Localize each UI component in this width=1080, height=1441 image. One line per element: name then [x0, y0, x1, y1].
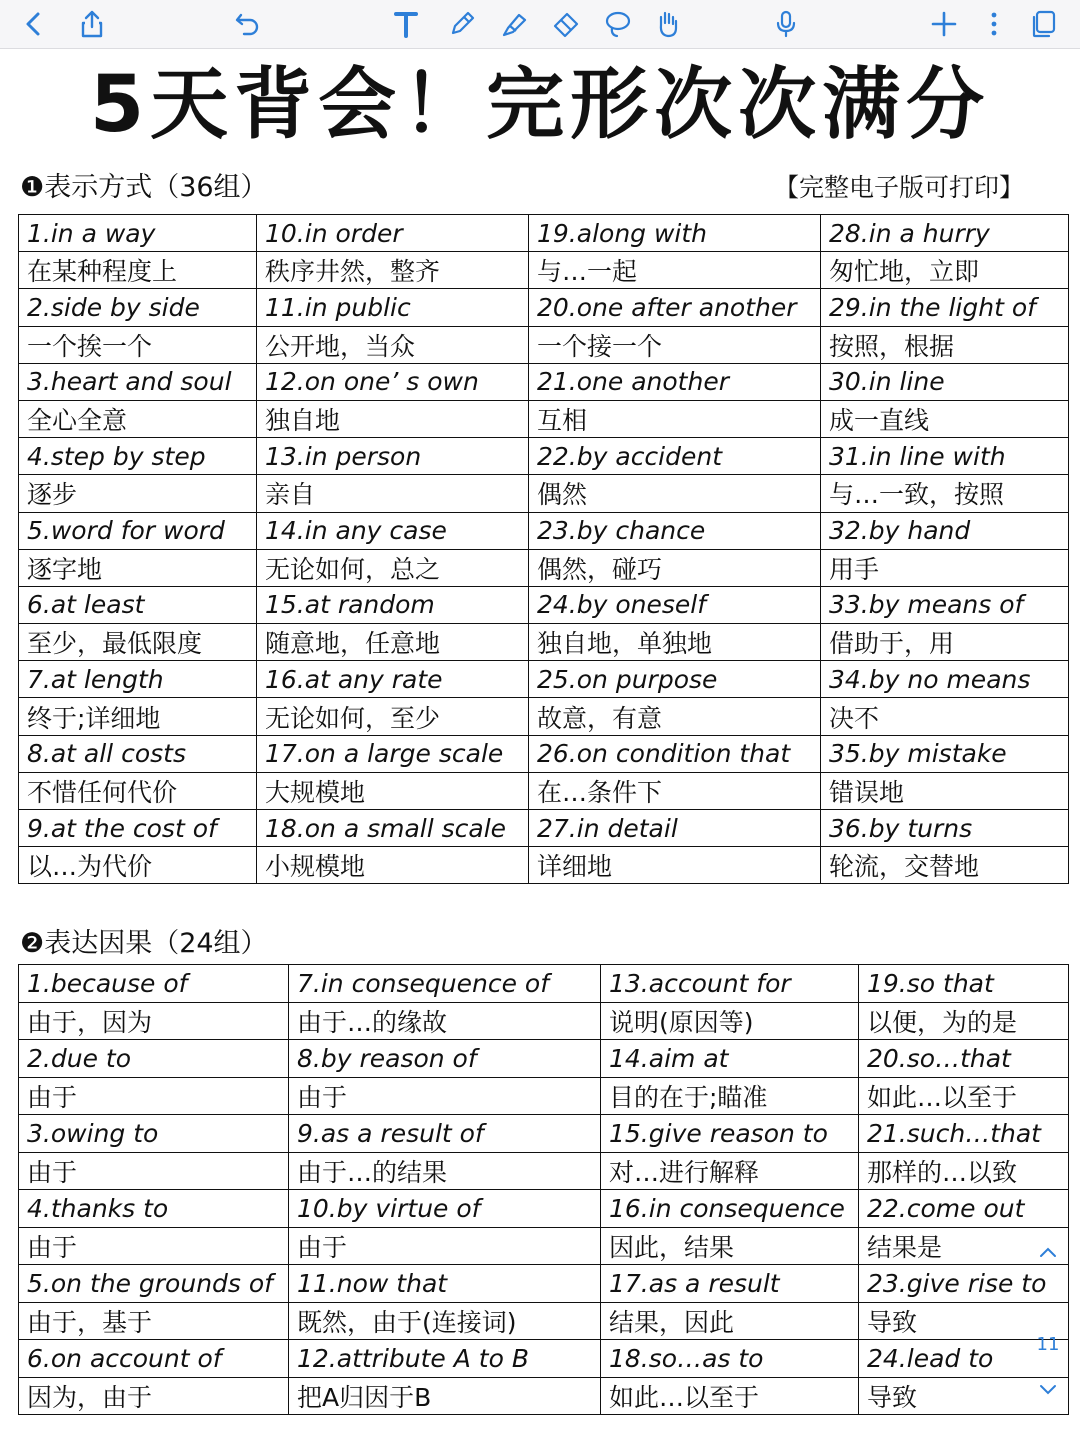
table-row [19, 735, 1069, 772]
scroll-up-icon[interactable] [1030, 1242, 1066, 1263]
table-row [19, 1115, 1069, 1153]
meaning-cell: 结果是 [859, 1227, 1069, 1265]
phrase-cell: 12.attribute A to B [289, 1340, 601, 1378]
phrase-cell: 1.in a way [19, 215, 257, 252]
phrase-cell: 8.at all costs [19, 735, 257, 772]
table-row [19, 1077, 1069, 1115]
meaning-cell: 把A归因于B [289, 1377, 601, 1415]
meaning-cell: 因为，由于 [19, 1377, 289, 1415]
table-row [19, 1340, 1069, 1378]
meaning-cell: 终于;详细地 [19, 698, 257, 735]
meaning-cell: 既然，由于(连接词) [289, 1302, 601, 1340]
phrase-cell: 33.by means of [821, 586, 1069, 623]
phrase-cell: 34.by no means [821, 661, 1069, 698]
table-row [19, 624, 1069, 661]
meaning-cell: 如此…以至于 [859, 1077, 1069, 1115]
meaning-cell: 亲自 [257, 475, 529, 512]
phrase-table-2 [18, 964, 1069, 1415]
phrase-cell: 11.now that [289, 1265, 601, 1303]
meaning-cell: 至少，最低限度 [19, 624, 257, 661]
phrase-cell: 18.on a small scale [257, 810, 529, 847]
meaning-cell: 逐字地 [19, 549, 257, 586]
meaning-cell: 独自地 [257, 400, 529, 437]
meaning-cell: 错误地 [821, 772, 1069, 809]
phrase-cell: 28.in a hurry [821, 215, 1069, 252]
phrase-cell: 25.on purpose [529, 661, 821, 698]
phrase-cell: 20.one after another [529, 289, 821, 326]
phrase-cell: 2.due to [19, 1040, 289, 1078]
meaning-cell: 以便，为的是 [859, 1002, 1069, 1040]
table-row [19, 475, 1069, 512]
meaning-cell: 用手 [821, 549, 1069, 586]
meaning-cell: 偶然，碰巧 [529, 549, 821, 586]
meaning-cell: 由于 [19, 1077, 289, 1115]
phrase-cell: 21.one another [529, 363, 821, 400]
table-row [19, 810, 1069, 847]
phrase-cell: 31.in line with [821, 438, 1069, 475]
meaning-cell: 无论如何，总之 [257, 549, 529, 586]
phrase-cell: 1.because of [19, 965, 289, 1003]
section2-heading: ❷表达因果（24组） [20, 928, 268, 959]
meaning-cell: 成一直线 [821, 400, 1069, 437]
meaning-cell: 由于 [19, 1152, 289, 1190]
page-number-indicator[interactable]: 11 [1036, 1334, 1060, 1355]
phrase-cell: 27.in detail [529, 810, 821, 847]
table-row [19, 1265, 1069, 1303]
phrase-cell: 7.at length [19, 661, 257, 698]
phrase-cell: 6.on account of [19, 1340, 289, 1378]
lasso-icon[interactable] [598, 4, 638, 44]
phrase-cell: 15.at random [257, 586, 529, 623]
phrase-cell: 2.side by side [19, 289, 257, 326]
table-row [19, 1377, 1069, 1415]
phrase-cell: 17.on a large scale [257, 735, 529, 772]
meaning-cell: 以…为代价 [19, 847, 257, 884]
meaning-cell: 由于 [289, 1077, 601, 1115]
table-row [19, 549, 1069, 586]
phrase-cell: 10.by virtue of [289, 1190, 601, 1228]
phrase-cell: 24.lead to [859, 1340, 1069, 1378]
table-row [19, 1152, 1069, 1190]
table-row [19, 289, 1069, 326]
meaning-cell: 不惜任何代价 [19, 772, 257, 809]
table-row [19, 512, 1069, 549]
meaning-cell: 逐步 [19, 475, 257, 512]
phrase-cell: 22.come out [859, 1190, 1069, 1228]
meaning-cell: 无论如何，至少 [257, 698, 529, 735]
meaning-cell: 公开地，当众 [257, 326, 529, 363]
undo-icon[interactable] [228, 4, 268, 44]
app-toolbar [0, 0, 1080, 49]
phrase-cell: 3.heart and soul [19, 363, 257, 400]
phrase-cell: 26.on condition that [529, 735, 821, 772]
table-row [19, 252, 1069, 289]
table-row [19, 661, 1069, 698]
meaning-cell: 匆忙地，立即 [821, 252, 1069, 289]
phrase-cell: 15.give reason to [601, 1115, 859, 1153]
meaning-cell: 那样的…以致 [859, 1152, 1069, 1190]
phrase-cell: 18.so…as to [601, 1340, 859, 1378]
table-row [19, 965, 1069, 1003]
table-row [19, 1002, 1069, 1040]
highlighter-icon[interactable] [494, 4, 534, 44]
phrase-cell: 10.in order [257, 215, 529, 252]
table-row [19, 363, 1069, 400]
meaning-cell: 对…进行解释 [601, 1152, 859, 1190]
pages-icon[interactable] [1024, 4, 1064, 44]
meaning-cell: 一个接一个 [529, 326, 821, 363]
phrase-cell: 17.as a result [601, 1265, 859, 1303]
meaning-cell: 与…一起 [529, 252, 821, 289]
meaning-cell: 说明(原因等) [601, 1002, 859, 1040]
text-tool-icon[interactable] [386, 4, 426, 44]
meaning-cell: 由于…的缘故 [289, 1002, 601, 1040]
scroll-down-icon[interactable] [1030, 1380, 1066, 1401]
phrase-cell: 6.at least [19, 586, 257, 623]
phrase-cell: 21.such…that [859, 1115, 1069, 1153]
share-icon[interactable] [72, 4, 112, 44]
pen-tool-icon[interactable] [442, 4, 482, 44]
phrase-cell: 4.thanks to [19, 1190, 289, 1228]
microphone-icon[interactable] [766, 4, 806, 44]
back-chevron-icon[interactable] [14, 4, 54, 44]
meaning-cell: 借助于，用 [821, 624, 1069, 661]
table-row [19, 772, 1069, 809]
meaning-cell: 目的在于;瞄准 [601, 1077, 859, 1115]
phrase-cell: 9.at the cost of [19, 810, 257, 847]
meaning-cell: 导致 [859, 1302, 1069, 1340]
phrase-cell: 3.owing to [19, 1115, 289, 1153]
meaning-cell: 偶然 [529, 475, 821, 512]
phrase-cell: 16.at any rate [257, 661, 529, 698]
table-row [19, 1227, 1069, 1265]
table-row [19, 1190, 1069, 1228]
meaning-cell: 结果，因此 [601, 1302, 859, 1340]
meaning-cell: 一个挨一个 [19, 326, 257, 363]
meaning-cell: 与…一致，按照 [821, 475, 1069, 512]
phrase-table-1 [18, 214, 1069, 884]
phrase-cell: 36.by turns [821, 810, 1069, 847]
meaning-cell: 独自地，单独地 [529, 624, 821, 661]
phrase-cell: 11.in public [257, 289, 529, 326]
table-row [19, 400, 1069, 437]
meaning-cell: 互相 [529, 400, 821, 437]
phrase-cell: 9.as a result of [289, 1115, 601, 1153]
phrase-cell: 19.along with [529, 215, 821, 252]
phrase-cell: 23.by chance [529, 512, 821, 549]
table-row [19, 326, 1069, 363]
meaning-cell: 在某种程度上 [19, 252, 257, 289]
phrase-cell: 24.by oneself [529, 586, 821, 623]
meaning-cell: 由于，基于 [19, 1302, 289, 1340]
phrase-cell: 19.so that [859, 965, 1069, 1003]
phrase-cell: 20.so…that [859, 1040, 1069, 1078]
table-row [19, 586, 1069, 623]
phrase-cell: 22.by accident [529, 438, 821, 475]
phrase-cell: 12.on one’ s own [257, 363, 529, 400]
table-row [19, 1040, 1069, 1078]
meaning-cell: 决不 [821, 698, 1069, 735]
phrase-cell: 14.aim at [601, 1040, 859, 1078]
table-row [19, 847, 1069, 884]
meaning-cell: 如此…以至于 [601, 1377, 859, 1415]
meaning-cell: 由于 [19, 1227, 289, 1265]
phrase-cell: 29.in the light of [821, 289, 1069, 326]
phrase-cell: 5.on the grounds of [19, 1265, 289, 1303]
meaning-cell: 详细地 [529, 847, 821, 884]
phrase-cell: 35.by mistake [821, 735, 1069, 772]
meaning-cell: 全心全意 [19, 400, 257, 437]
phrase-cell: 8.by reason of [289, 1040, 601, 1078]
phrase-cell: 13.account for [601, 965, 859, 1003]
hand-icon[interactable] [648, 4, 688, 44]
section1-note: 【完整电子版可打印】 [773, 173, 1024, 202]
meaning-cell: 小规模地 [257, 847, 529, 884]
page-title: 5天背会！完形次次满分 [89, 60, 991, 150]
phrase-cell: 32.by hand [821, 512, 1069, 549]
add-icon[interactable] [924, 4, 964, 44]
meaning-cell: 按照，根据 [821, 326, 1069, 363]
phrase-cell: 23.give rise to [859, 1265, 1069, 1303]
meaning-cell: 导致 [859, 1377, 1069, 1415]
phrase-cell: 14.in any case [257, 512, 529, 549]
table-row [19, 438, 1069, 475]
meaning-cell: 在…条件下 [529, 772, 821, 809]
meaning-cell: 由于…的结果 [289, 1152, 601, 1190]
meaning-cell: 由于，因为 [19, 1002, 289, 1040]
meaning-cell: 随意地，任意地 [257, 624, 529, 661]
phrase-cell: 5.word for word [19, 512, 257, 549]
table-row [19, 1302, 1069, 1340]
table-row [19, 215, 1069, 252]
section1-heading: ❶表示方式（36组） [20, 172, 268, 203]
meaning-cell: 故意，有意 [529, 698, 821, 735]
meaning-cell: 轮流，交替地 [821, 847, 1069, 884]
phrase-cell: 30.in line [821, 363, 1069, 400]
meaning-cell: 秩序井然，整齐 [257, 252, 529, 289]
eraser-icon[interactable] [546, 4, 586, 44]
phrase-cell: 13.in person [257, 438, 529, 475]
more-icon[interactable] [974, 4, 1014, 44]
table-row [19, 698, 1069, 735]
meaning-cell: 大规模地 [257, 772, 529, 809]
phrase-cell: 4.step by step [19, 438, 257, 475]
meaning-cell: 因此，结果 [601, 1227, 859, 1265]
meaning-cell: 由于 [289, 1227, 601, 1265]
phrase-cell: 16.in consequence [601, 1190, 859, 1228]
phrase-cell: 7.in consequence of [289, 965, 601, 1003]
